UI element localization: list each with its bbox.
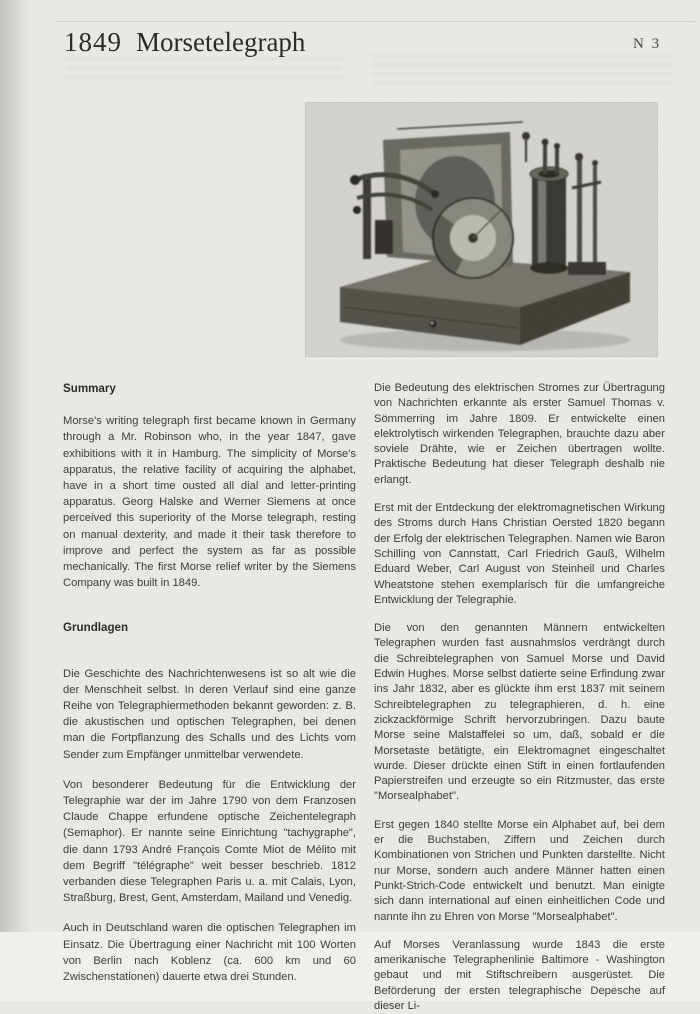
morse-telegraph-photo (305, 102, 658, 357)
electromagnet-coil (522, 132, 568, 274)
top-divider-line (55, 21, 695, 22)
grundlagen-paragraph: Von besonderer Bedeutung für die Entwicklung der Telegraphie war der im Jahre 1790 von dem Franzosen Claude Chappe erfundene optische Zeichentelegraph (Semaphor). Er nannte seine Einrichtung "tachygraphe", die dann 1793 André François Comte Miot de Mélito mit dem Begriff "télégraphe" weit besser beschrieb. 1812 verbanden diese Telegraphen Paris u. a. mit Calais, Lyon, Straßburg, Brest, Gent, Amsterdam, Mailand und Venedig. (63, 778, 356, 905)
body-paragraph: Erst mit der Entdeckung der elektromagnetischen Wirkung des Stroms durch Hans Christian Oersted 1820 begann der Erfolg der elektrischen Telegraphen. Namen wie Baron Schilling von Cannstatt, Carl Friedrich Gauß, Wilhelm Eduard Weber, Carl August von Steinheil und Charles Wheatstone stehen exemplarisch für die umfangreiche Entwicklung der Telegraphie. (374, 502, 665, 606)
bleed-through-artifact (66, 58, 342, 85)
title-year: 1849 (64, 27, 122, 57)
title-name: Morsetelegraph (136, 27, 306, 57)
grundlagen-paragraph: Die Geschichte des Nachrichtenwesens ist so alt wie die der Menschheit selbst. In deren Verlauf sind eine ganze Reihe von Telegraphiermethoden bekannt geworden: z. B. die akustischen und optischen Telegraphen, bei denen man die Fortpflanzung des Schalls und des Lichts vom Sender zum Empfänger unmittelbar verwendete. (63, 667, 356, 761)
page-reference-number: N 3 (633, 36, 662, 52)
brass-columns (568, 153, 606, 275)
scan-edge-shadow (0, 0, 30, 932)
bleed-through-artifact (372, 55, 670, 91)
grundlagen-paragraph: Auch in Deutschland waren die optischen Telegraphen im Einsatz. Die Übertragung einer Nachricht mit 100 Worten von Berlin nach Koblenz (ca. 600 km und 60 Zwischenstationen) dauerte etwa drei Stunden. (63, 922, 356, 984)
body-paragraph: Die von den genannten Männern entwickelten Telegraphen wurden fast ausnahmslos verdrängt durch die Schreibtelegraphen von Samuel Morse und David Edwin Hughes. Morse selbst datierte seine Erfindung zwar ins Jahr 1832, aber es glückte ihm erst 1837 mit seinem Schreibtelegraphen zu telegraphieren, d. h. eine zickzackförmige Schrift hervorzubringen. Dazu baute Morse seine Malstaffelei so um, daß, sobald er die Morsetaste betätigte, ein Elektromagnet eingeschaltet wurde. Dieser drückte einen Stift in einen fortlaufenden Papierstreifen und erzeugte so ein Ritzmuster, das erste "Morsealphabet". (374, 622, 665, 803)
telegraph-photo-figure (305, 102, 658, 357)
grundlagen-heading: Grundlagen (63, 621, 129, 635)
left-text-column (63, 381, 356, 985)
body-paragraph: Auf Morses Veranlassung wurde 1843 die erste amerikanische Telegraphenlinie Baltimore - Washington gebaut und mit Stiftschreibern ausgerüstet. Die Beförderung der ersten telegraphische Depesche auf dieser Li- (374, 938, 665, 1012)
right-text-column (374, 381, 665, 1014)
body-paragraph: Erst gegen 1840 stellte Morse ein Alphabet auf, bei dem er die Buchstaben, Ziffern und Zeichen durch Kombinationen von Strichen und Punkten darstellte. Nicht nur Morse, sondern auch andere Männer hatten einen Punkt-Strich-Code entwickelt und benutzt. Man einigte sich dann international auf einen einheitlichen Code und nannte ihn zu Ehren von Morse "Morsealphabet". (374, 818, 665, 923)
summary-heading: Summary (63, 382, 116, 395)
summary-paragraph: Morse's writing telegraph first became known in Germany through a Mr. Robinson who, in the year 1847, gave exhibitions with it in Hamburg. The simplicity of Morse's apparatus, the relative facility of acquiring the alphabet, have in a short time ousted all dial and letter-printing apparatus. Georg Halske and Werner Siemens at once perceived this superiority of the Morse telegraph, resting on manual dexterity, and made it their task therefore to improve and perfect the system as far as possible mechanically. The first Morse relief writer by the Siemens Company was built in 1849. (63, 415, 356, 590)
tape-wheel (432, 198, 513, 278)
page-title (64, 27, 305, 58)
body-paragraph: Die Bedeutung des elektrischen Stromes zur Übertragung von Nachrichten erkannte als erster Samuel Thomas v. Sömmerring im Jahre 1809. Er entwickelte einen elektrolytisch wirkenden Telegraphen, brauchte dazu aber soviele Drähte, wie er Zeichen übertragen wollte. Praktische Bedeutung hat dieser Telegraph deshalb nie erlangt. (374, 382, 665, 486)
drawer-knob (429, 320, 437, 328)
